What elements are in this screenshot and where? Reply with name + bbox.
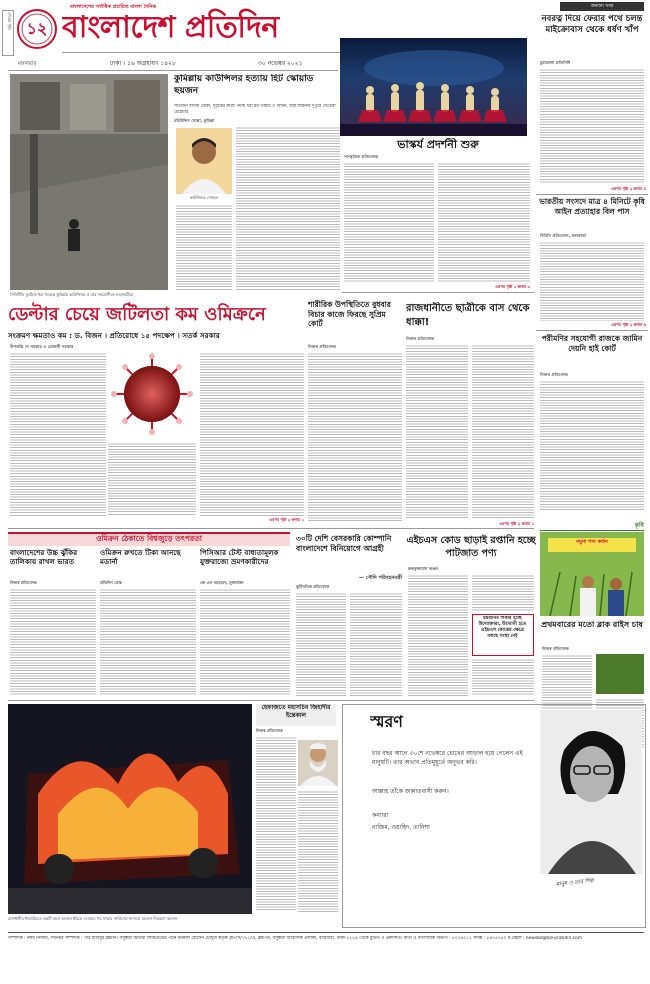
masthead-date: ঢাকা । ১৬ অগ্রহায়ণ ১৪২৮	[110, 60, 176, 67]
comilla-subhead: সাতজন বাসায় টোকা, দুর্বৃত্তের কাছে পর্যায় ধরা হয় তাহার ও বিজন, অস্ত্র বাহিনীর দুপুরে খেতেরা চেহেয়ার	[174, 104, 336, 115]
memorial-title: স্মরণ	[370, 712, 403, 731]
footer-imprint: সম্পাদক : নঈম নিজাম, সিনিয়র সম্পাদক : পীর হাবিবুর রহমান। বসুন্ধরা মিডিয়া লিমিটেডের পক্ষে ময়নাল হোসেন চৌধুরী কর্তৃক প্লট-সি/৩৭১/এ, ব্লক-ডি, বসুন্ধরা আবাসিক এলাকা, বারিধারা, ঢাকা-১২২৯ থেকে মুদ্রিত ও প্রকাশিত। বার্তা ও বাণিজ্যিক বিভাগ : ৮০২৬২১২ ফ্যাক্স : ৮৪০৫০৫০ ই-মেইল : newsbd@bd-pratidin.com	[8, 936, 583, 941]
hscode-headline: এইচএস কোড ছাড়াই রপ্তানি হচ্ছে পাটজাত পণ্য	[406, 535, 536, 559]
sidebar-top-body	[540, 68, 644, 184]
comilla-byline: মহিউদ্দিন মোল্লা, কুমিল্লা	[174, 118, 215, 123]
omicron-body-1	[10, 352, 106, 516]
agri-byline: নিজস্ব প্রতিবেদক	[542, 646, 569, 651]
sidebar-top-headline: নবরত্ন দিয়ে ফেরার পথে চলন্ত মাইক্রোবাস থেকে ধর্ষণ খাঁপ	[541, 14, 643, 35]
sidebar-mid-byline: বিবিসি প্রতিবেদন, কলকাতা	[540, 233, 587, 238]
memorial-text: চার বছর আগে ৩০শে নভেম্বরে চোখের আড়াল হয়ে গেলেন এই মানুষটি। তার অভাব প্রতিমুহূর্তে অনুভব করি।	[372, 750, 523, 766]
ear-left-label: শেষের পৃষ্ঠা	[7, 12, 12, 30]
mini-story-1-headline: বাংলাদেশের উচ্চ ঝুঁকির তালিকায় রাখল ভারত	[10, 548, 78, 567]
memorial-from-label: কন্যারা	[372, 812, 389, 819]
sidebar-mid-body	[540, 241, 644, 321]
court-byline: নিজস্ব প্রতিবেদক	[308, 344, 337, 349]
omicron-banner-text: ওমিক্রন ঠেকাতে বিশ্বজুড়ে তৎপরতা	[96, 534, 202, 543]
saudi-byline: — সৌদি পরিবহনমন্ত্রী	[359, 575, 402, 581]
hscode-inset-text: হয়রানির শিকার হচ্ছে উদ্যোক্তারা, উদ্যোগী হতে এইচএস কোডের ক্ষেত্রে বলছে সংস্থা নেই	[478, 616, 527, 639]
omicron-continued: এরপর পৃষ্ঠা ২ কলাম ১	[269, 517, 304, 522]
bus-continued: এরপর পৃষ্ঠা ২ কলাম ১	[499, 521, 534, 526]
sculpture-continued: এরপর পৃষ্ঠা ২ কলাম ৩	[495, 284, 530, 289]
hefazat-headline: হেফাজতে মহাসচিব জিহাদীর ইন্তেকাল	[261, 704, 331, 719]
hscode-body-3	[472, 658, 534, 696]
memorial-portrait	[540, 710, 642, 874]
hscode-body-1	[408, 574, 468, 696]
agri-small-photo	[596, 654, 644, 694]
omicron-byline: উপলব্ধি দে সরকার ও রোজনী সরকার	[10, 344, 74, 349]
masthead-title: বাংলাদেশ প্রতিদিন	[62, 10, 279, 45]
sidebar-mid-headline: ভারতীয় সংসদে মাত্র ৪ মিনিটে কৃষি আইন প্রত্যাহার বিল পাস	[539, 197, 645, 216]
memorial-names: নাজিম, ওয়াহিদ, তানিশা	[372, 824, 430, 831]
councillor-photo	[176, 128, 232, 194]
memorial-signature: মানুষ ও তার শিল্প	[555, 878, 594, 888]
bus-fire-photo	[8, 704, 252, 914]
mini-story-3-body	[200, 588, 290, 696]
sculpture-byline: সাংস্কৃতিক প্রতিবেদক	[344, 154, 379, 159]
mini-story-1-body	[10, 588, 96, 696]
hscode-byline: রুকনুজ্জামান অঞ্জন	[408, 566, 439, 571]
saudi-body-2	[350, 592, 402, 696]
masthead-eng-date: ৩০ নভেম্বর ২০২১	[258, 60, 303, 67]
comilla-body-2	[176, 204, 232, 290]
hefazat-body-1	[256, 736, 296, 912]
hefazat-byline: নিজস্ব প্রতিবেদক	[256, 728, 283, 733]
agri-photo-text: নমুনা শস্য কর্তন	[576, 539, 608, 545]
omicron-subhead: সংক্রমণ ক্ষমতাও কম : ড. বিজন । প্রতিরোধে ১৫ পদক্ষেপ । সতর্ক সরকার	[8, 331, 220, 340]
sidebar-mid-continued: এরপর পৃষ্ঠা ২ কলাম ৬	[611, 322, 646, 327]
hefazat-photo	[298, 740, 338, 786]
court-body	[308, 352, 402, 522]
agri-label: কৃষি	[634, 522, 644, 529]
omicron-headline: ডেল্টার চেয়ে জটিলতা কম ওমিক্রনে	[8, 304, 266, 325]
comilla-body-1	[236, 126, 340, 290]
sidebar-top-continued: এরপর পৃষ্ঠা ২ কলাম ৫	[611, 186, 646, 191]
bus-fire-caption: রাজধানীর ধানমন্ডিতে একটি বাসে আগুন ধরিয়ে দেওয়ার পর ফায়ার সার্ভিসের সদস্যরা আগুন নিয়ন্ত্রণে আনেন	[8, 916, 178, 921]
comilla-headline: কুমিল্লায় কাউন্সিলর হত্যায় হিট স্কোয়াড ছয়জন	[174, 74, 314, 96]
hefazat-body-2	[298, 790, 338, 912]
memorial-prayer: আল্লাহ তাঁকে জান্নাতবাসী করুন।	[372, 788, 449, 795]
mini-story-1-byline: নিজস্ব প্রতিবেদক	[10, 580, 37, 585]
omicron-body-3	[108, 442, 196, 516]
sculpture-body-2	[438, 162, 530, 282]
cctv-photo	[10, 74, 168, 290]
bus-body-1	[406, 344, 468, 520]
saudi-body-1	[296, 592, 346, 696]
cctv-caption: সিসিটিভি ফুটেজে ধরা পড়েছে কুমিল্লায় কাউন্সিলর ও তার সহযোগীকে হত্যাকারীরা	[10, 292, 134, 297]
sidebar-court-body	[540, 380, 644, 510]
masthead-tagline: বাংলাদেশের সর্বাধিক প্রচারিত বাংলা দৈনিক	[70, 4, 157, 10]
sculpture-body-1	[344, 162, 434, 282]
masthead-day: মঙ্গলবার	[18, 61, 37, 67]
sculpture-headline: ভাস্কর্য প্রদর্শনী শুরু	[397, 138, 479, 151]
anniversary-number: ১২	[26, 19, 48, 38]
bus-byline: নিজস্ব প্রতিবেদক	[406, 336, 435, 341]
court-headline: শারীরিক উপস্থিতিতে বুধবার বিচার কাজে ফিরছে সুপ্রিম কোর্ট	[308, 300, 391, 328]
dance-photo	[340, 38, 527, 136]
mini-story-3-byline: জে এস আহমেদ, যুক্তরাজ্য	[200, 580, 244, 585]
sidebar-top-byline: চুয়াডাঙ্গা প্রতিনিধি	[540, 60, 571, 65]
sidebar-label: অন্যান্য খবর	[560, 2, 644, 11]
hscode-body-2	[472, 574, 534, 612]
saudi-headline: ৩০টি দেশি বেসরকারি কোম্পানি বাংলাদেশে বিনিয়োগে আগ্রহী	[296, 534, 392, 553]
sidebar-court-headline: পরীমণির সহযোগী রাজকে জামিন দেয়নি হাই কোর্ট	[541, 334, 643, 353]
agri-headline: প্রথমবারের মতো ব্লাক রাইস চাষ	[541, 620, 643, 629]
virus-graphic	[108, 350, 196, 438]
councillor-caption: কাউন্সিলর সোহেল	[189, 195, 219, 200]
mini-story-2-body	[100, 588, 196, 696]
bus-headline: রাজধানীতে ছাত্রীকে বাস থেকে ধাক্কা!	[406, 303, 530, 328]
sidebar-court-byline: নিজস্ব প্রতিবেদক	[540, 372, 569, 377]
bus-body-2	[472, 344, 534, 520]
mini-story-2-byline: প্রতিদিন ডেস্ক	[100, 580, 122, 585]
saudi-sub-byline: কূটনৈতিক প্রতিবেদক	[296, 584, 330, 589]
mini-story-2-headline: ওমিক্রন রুখতে টিকা আনছে মডার্না	[100, 548, 181, 567]
mini-story-3-headline: পিসিআর টেস্ট বাধ্যতামূলক যুক্তরাজ্যে ভ্রমণকারীদের	[200, 548, 279, 567]
omicron-body-2	[200, 352, 304, 516]
